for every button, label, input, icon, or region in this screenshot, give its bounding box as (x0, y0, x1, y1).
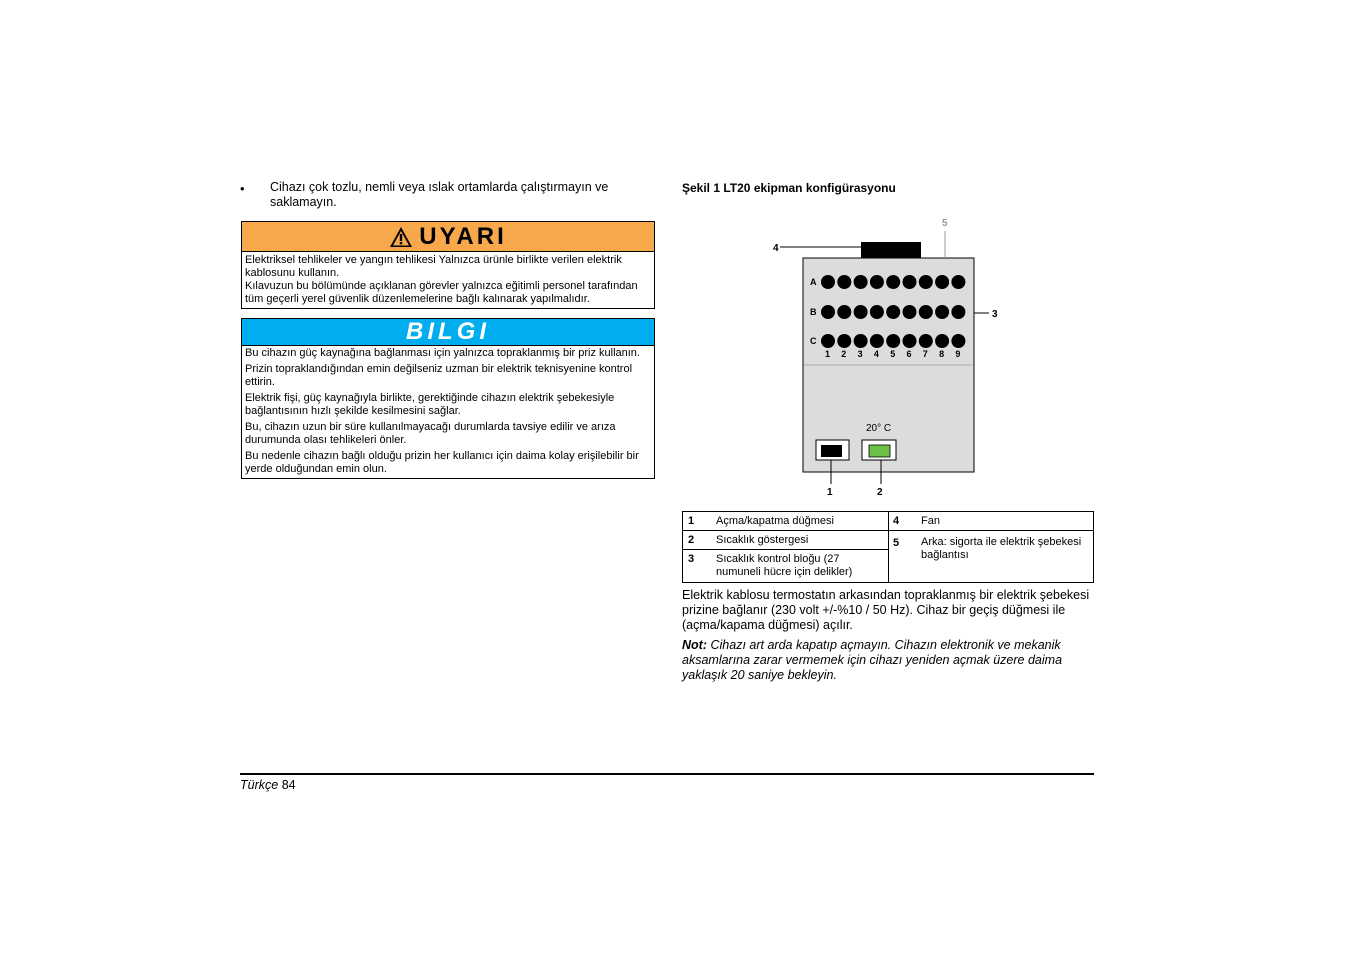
callout-2: 2 (877, 487, 883, 498)
sample-hole (919, 334, 933, 348)
sample-hole (935, 334, 949, 348)
column-labels (825, 349, 960, 359)
sample-hole (821, 334, 835, 348)
legend-number: 3 (688, 553, 695, 565)
legend-text: Arka: sigorta ile elektrik şebekesi bağlantısı (921, 536, 1082, 561)
column-label: 5 (890, 349, 896, 359)
info-paragraph: Bu nedenle cihazın bağlı olduğu prizin her kullanıcı için daima kolay erişilebilir bir yerde olduğundan emin olun. (245, 450, 639, 475)
column-label: 4 (873, 349, 879, 359)
sample-hole (837, 334, 851, 348)
info-paragraph: Elektrik fişi, güç kaynağıyla birlikte, gerektiğinde cihazın elektrik şebekesiyle bağlantısının hızlı şekilde kesilmesini sağlar. (245, 392, 615, 417)
bullet-marker: • (240, 181, 245, 196)
body-paragraph: Elektrik kablosu termostatın arkasından topraklanmış bir elektrik şebekesi prizine bağlanır (230 volt +/-%10 / 50 Hz). Cihaz bir geçiş düğmesi ile (açma/kapama düğmesi) açılır. (682, 588, 1090, 632)
sample-hole (919, 305, 933, 319)
info-title: BILGI (406, 318, 490, 345)
row-label-b: B (810, 307, 817, 317)
callout-4: 4 (773, 243, 779, 254)
fan-block (861, 242, 921, 258)
info-paragraph: Bu, cihazın uzun bir süre kullanılmayacağı durumlarda tavsiye edilir ve arıza durumunda olası tehlikeleri önler. (245, 421, 616, 446)
sample-hole (837, 275, 851, 289)
info-box (241, 318, 655, 479)
legend-text: Açma/kapatma düğmesi (716, 515, 834, 527)
sample-hole (903, 275, 917, 289)
note-label: Not: (682, 638, 707, 652)
sample-hole (821, 305, 835, 319)
row-label-a: A (810, 277, 817, 287)
legend-row (888, 512, 1093, 531)
column-label: 1 (825, 349, 831, 359)
sample-hole (951, 334, 965, 348)
legend-text: Sıcaklık kontrol bloğu (27 numuneli hücre için delikler) (716, 553, 853, 578)
legend-number: 4 (893, 515, 900, 527)
sample-hole (870, 275, 884, 289)
legend-text: Fan (921, 515, 940, 527)
legend-row (888, 531, 1093, 582)
sample-hole (919, 275, 933, 289)
info-header (242, 319, 654, 346)
figure-caption: Şekil 1 LT20 ekipman konfigürasyonu (682, 181, 896, 195)
warning-box (241, 221, 655, 309)
figure-legend (682, 511, 1094, 583)
sample-hole (854, 334, 868, 348)
temperature-readout: 20° C (866, 423, 892, 434)
column-label: 8 (939, 349, 945, 359)
footer-rule (240, 773, 1094, 775)
sample-hole (951, 305, 965, 319)
footer-language: Türkçe (240, 778, 279, 792)
power-switch-rocker (821, 445, 842, 457)
legend-number: 2 (688, 534, 695, 546)
legend-column-left (683, 512, 889, 582)
bullet-text: Cihazı çok tozlu, nemli veya ıslak ortamlarda çalıştırmayın ve saklamayın. (270, 180, 609, 209)
column-label: 2 (841, 349, 847, 359)
warning-line: Elektriksel tehlikeler ve yangın tehlikesi Yalnızca ürünle birlikte verilen elektrik kablosunu kullanın. (245, 254, 622, 279)
sample-hole (886, 305, 900, 319)
legend-row (683, 512, 888, 531)
sample-hole (870, 305, 884, 319)
warning-body (242, 252, 654, 308)
legend-row (683, 550, 888, 582)
sample-hole (854, 275, 868, 289)
sample-hole (951, 275, 965, 289)
hole-grid (821, 275, 965, 348)
info-paragraph: Bu cihazın güç kaynağına bağlanması için yalnızca topraklanmış bir priz kullanın. (245, 347, 640, 359)
page-footer (240, 778, 296, 792)
column-label: 3 (857, 349, 863, 359)
sample-hole (821, 275, 835, 289)
info-paragraph: Prizin topraklandığından emin değilseniz uzman bir elektrik teknisyenine kontrol ettirin. (245, 363, 633, 388)
legend-text: Sıcaklık göstergesi (716, 534, 809, 546)
sample-hole (935, 275, 949, 289)
sample-hole (903, 305, 917, 319)
equipment-diagram (770, 213, 1010, 503)
warning-line: Kılavuzun bu bölümünde açıklanan görevler yalnızca eğitimli personel tarafından tüm geçerli yerel güvenlik düzenlemelerine bağlı kalınarak yapılmalıdır. (245, 280, 638, 305)
warning-title: UYARI (419, 222, 507, 250)
column-label: 7 (922, 349, 928, 359)
sample-hole (886, 275, 900, 289)
row-label-c: C (810, 336, 817, 346)
note-paragraph (682, 638, 1092, 683)
callout-1: 1 (827, 487, 833, 498)
sample-hole (854, 305, 868, 319)
warning-triangle-icon (389, 226, 413, 248)
callout-5: 5 (942, 218, 948, 229)
sample-hole (935, 305, 949, 319)
note-text: Cihazı art arda kapatıp açmayın. Cihazın elektronik ve mekanik aksamlarına zarar vermemek için cihazı yeniden açmak üzere daima yaklaşık 20 saniye bekleyin. (682, 638, 1063, 682)
legend-column-right (888, 512, 1093, 582)
sample-hole (886, 334, 900, 348)
column-label: 9 (955, 349, 961, 359)
footer-page-number: 84 (281, 778, 296, 792)
sample-hole (837, 305, 851, 319)
diagram-svg (770, 213, 1010, 503)
legend-row (683, 531, 888, 550)
callout-3: 3 (992, 309, 998, 320)
sample-hole (870, 334, 884, 348)
info-body (242, 347, 654, 476)
legend-number: 5 (893, 537, 900, 549)
sample-hole (903, 334, 917, 348)
column-label: 6 (906, 349, 912, 359)
temperature-display-screen (869, 445, 890, 457)
legend-number: 1 (688, 515, 695, 527)
warning-header (242, 222, 654, 252)
